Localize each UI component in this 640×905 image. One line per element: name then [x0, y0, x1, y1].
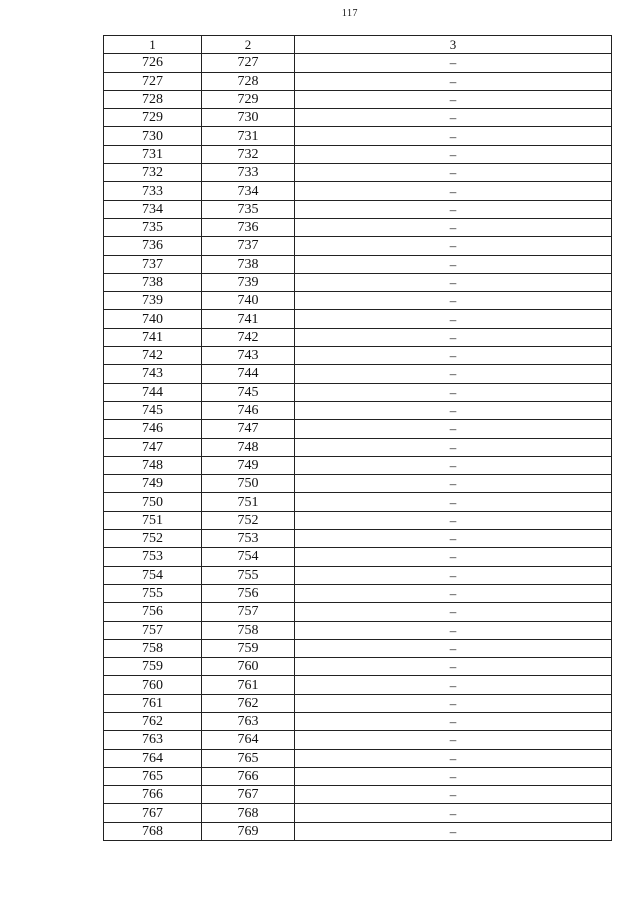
table-cell-col-2: 744 [202, 365, 295, 383]
table-cell-col-3: – [295, 420, 612, 438]
table-cell-col-3: – [295, 383, 612, 401]
table-row [104, 658, 612, 676]
table-cell-col-1: 747 [104, 438, 202, 456]
table-row [104, 621, 612, 639]
table-row [104, 401, 612, 419]
table-cell-col-3: – [295, 712, 612, 730]
column-header-3: 3 [295, 36, 612, 54]
table-cell-col-1: 743 [104, 365, 202, 383]
table-cell-col-3: – [295, 310, 612, 328]
table-row [104, 749, 612, 767]
table-cell-col-2: 761 [202, 676, 295, 694]
header-row [104, 36, 612, 54]
table-cell-col-2: 735 [202, 200, 295, 218]
table-cell-col-1: 763 [104, 731, 202, 749]
table-cell-col-2: 749 [202, 456, 295, 474]
table-row [104, 54, 612, 72]
column-header-1: 1 [104, 36, 202, 54]
table-cell-col-1: 741 [104, 328, 202, 346]
table-row [104, 255, 612, 273]
table-cell-col-3: – [295, 584, 612, 602]
table-cell-col-3: – [295, 54, 612, 72]
table-cell-col-3: – [295, 658, 612, 676]
table-cell-col-3: – [295, 548, 612, 566]
table-cell-col-2: 736 [202, 218, 295, 236]
table-row [104, 456, 612, 474]
table-cell-col-3: – [295, 273, 612, 291]
table-row [104, 164, 612, 182]
table-cell-col-2: 733 [202, 164, 295, 182]
table-cell-col-1: 739 [104, 292, 202, 310]
table-row [104, 639, 612, 657]
table-cell-col-3: – [295, 72, 612, 90]
table-cell-col-1: 756 [104, 603, 202, 621]
table-cell-col-2: 769 [202, 822, 295, 840]
column-header-2: 2 [202, 36, 295, 54]
table-cell-col-3: – [295, 200, 612, 218]
table-cell-col-3: – [295, 676, 612, 694]
table-cell-col-2: 742 [202, 328, 295, 346]
table-cell-col-3: – [295, 731, 612, 749]
table-cell-col-1: 744 [104, 383, 202, 401]
table-cell-col-2: 759 [202, 639, 295, 657]
table-row [104, 438, 612, 456]
table-cell-col-1: 768 [104, 822, 202, 840]
table-row [104, 694, 612, 712]
table-cell-col-2: 750 [202, 475, 295, 493]
table-cell-col-1: 765 [104, 767, 202, 785]
table-cell-col-3: – [295, 237, 612, 255]
table-cell-col-3: – [295, 493, 612, 511]
table-cell-col-3: – [295, 127, 612, 145]
table-cell-col-3: – [295, 804, 612, 822]
table-cell-col-1: 738 [104, 273, 202, 291]
table-cell-col-1: 740 [104, 310, 202, 328]
table-row [104, 383, 612, 401]
table-row [104, 347, 612, 365]
table-cell-col-3: – [295, 164, 612, 182]
table-cell-col-2: 753 [202, 530, 295, 548]
table-body [104, 54, 612, 841]
table-cell-col-1: 746 [104, 420, 202, 438]
table-cell-col-3: – [295, 182, 612, 200]
table-cell-col-1: 753 [104, 548, 202, 566]
table-row [104, 90, 612, 108]
table-cell-col-3: – [295, 401, 612, 419]
table-row [104, 566, 612, 584]
table-cell-col-2: 748 [202, 438, 295, 456]
table-cell-col-2: 739 [202, 273, 295, 291]
table-cell-col-3: – [295, 530, 612, 548]
table-cell-col-2: 740 [202, 292, 295, 310]
table-cell-col-1: 749 [104, 475, 202, 493]
table-row [104, 420, 612, 438]
table-cell-col-3: – [295, 639, 612, 657]
page-number: 117 [341, 8, 359, 19]
table-cell-col-2: 758 [202, 621, 295, 639]
table-cell-col-1: 733 [104, 182, 202, 200]
table-cell-col-1: 767 [104, 804, 202, 822]
table-cell-col-3: – [295, 292, 612, 310]
table-row [104, 365, 612, 383]
table-cell-col-2: 756 [202, 584, 295, 602]
table-cell-col-1: 764 [104, 749, 202, 767]
table-cell-col-1: 759 [104, 658, 202, 676]
table-cell-col-1: 736 [104, 237, 202, 255]
table-cell-col-2: 734 [202, 182, 295, 200]
table-cell-col-2: 746 [202, 401, 295, 419]
table-row [104, 475, 612, 493]
table-row [104, 145, 612, 163]
table-row [104, 493, 612, 511]
table-row [104, 72, 612, 90]
table-cell-col-3: – [295, 511, 612, 529]
table-cell-col-3: – [295, 255, 612, 273]
table-cell-col-1: 752 [104, 530, 202, 548]
table-cell-col-2: 762 [202, 694, 295, 712]
table-cell-col-2: 730 [202, 109, 295, 127]
table-cell-col-1: 751 [104, 511, 202, 529]
table-cell-col-2: 766 [202, 767, 295, 785]
table-row [104, 109, 612, 127]
table-cell-col-3: – [295, 694, 612, 712]
table-row [104, 218, 612, 236]
table-cell-col-3: – [295, 456, 612, 474]
table-cell-col-3: – [295, 786, 612, 804]
table-cell-col-2: 745 [202, 383, 295, 401]
table-cell-col-1: 726 [104, 54, 202, 72]
table-cell-col-3: – [295, 621, 612, 639]
table-row [104, 786, 612, 804]
table-cell-col-3: – [295, 566, 612, 584]
table-row [104, 603, 612, 621]
table-row [104, 676, 612, 694]
table-cell-col-3: – [295, 475, 612, 493]
table-row [104, 822, 612, 840]
table-cell-col-1: 754 [104, 566, 202, 584]
data-table-container [103, 35, 611, 841]
table-cell-col-1: 737 [104, 255, 202, 273]
table-row [104, 584, 612, 602]
table-cell-col-2: 760 [202, 658, 295, 676]
table-row [104, 310, 612, 328]
table-cell-col-1: 727 [104, 72, 202, 90]
table-cell-col-3: – [295, 328, 612, 346]
table-cell-col-1: 750 [104, 493, 202, 511]
table-row [104, 548, 612, 566]
table-row [104, 712, 612, 730]
table-row [104, 127, 612, 145]
table-cell-col-2: 768 [202, 804, 295, 822]
table-row [104, 200, 612, 218]
table-cell-col-1: 742 [104, 347, 202, 365]
table-cell-col-1: 729 [104, 109, 202, 127]
table-cell-col-2: 747 [202, 420, 295, 438]
table-cell-col-2: 738 [202, 255, 295, 273]
table-cell-col-2: 751 [202, 493, 295, 511]
table-row [104, 273, 612, 291]
table-cell-col-1: 730 [104, 127, 202, 145]
table-cell-col-2: 737 [202, 237, 295, 255]
table-cell-col-2: 755 [202, 566, 295, 584]
table-cell-col-1: 762 [104, 712, 202, 730]
table-row [104, 328, 612, 346]
table-header [104, 36, 612, 54]
table-cell-col-2: 767 [202, 786, 295, 804]
table-row [104, 804, 612, 822]
table-cell-col-3: – [295, 145, 612, 163]
table-cell-col-2: 765 [202, 749, 295, 767]
data-table [103, 35, 612, 841]
table-cell-col-3: – [295, 218, 612, 236]
table-cell-col-1: 748 [104, 456, 202, 474]
table-cell-col-2: 728 [202, 72, 295, 90]
table-cell-col-2: 763 [202, 712, 295, 730]
table-row [104, 731, 612, 749]
table-cell-col-2: 757 [202, 603, 295, 621]
table-cell-col-2: 741 [202, 310, 295, 328]
table-cell-col-2: 764 [202, 731, 295, 749]
table-cell-col-3: – [295, 90, 612, 108]
table-cell-col-3: – [295, 347, 612, 365]
table-cell-col-1: 761 [104, 694, 202, 712]
table-cell-col-1: 745 [104, 401, 202, 419]
table-cell-col-1: 731 [104, 145, 202, 163]
table-cell-col-1: 760 [104, 676, 202, 694]
table-row [104, 767, 612, 785]
table-cell-col-1: 766 [104, 786, 202, 804]
table-cell-col-3: – [295, 767, 612, 785]
table-cell-col-2: 727 [202, 54, 295, 72]
table-cell-col-2: 743 [202, 347, 295, 365]
table-cell-col-3: – [295, 365, 612, 383]
table-cell-col-3: – [295, 822, 612, 840]
table-cell-col-2: 731 [202, 127, 295, 145]
table-cell-col-3: – [295, 603, 612, 621]
table-cell-col-3: – [295, 438, 612, 456]
table-row [104, 237, 612, 255]
table-cell-col-3: – [295, 749, 612, 767]
table-row [104, 511, 612, 529]
table-cell-col-2: 732 [202, 145, 295, 163]
table-cell-col-1: 734 [104, 200, 202, 218]
table-cell-col-1: 758 [104, 639, 202, 657]
table-cell-col-3: – [295, 109, 612, 127]
table-cell-col-1: 735 [104, 218, 202, 236]
table-cell-col-1: 757 [104, 621, 202, 639]
table-cell-col-1: 755 [104, 584, 202, 602]
table-row [104, 182, 612, 200]
table-cell-col-2: 752 [202, 511, 295, 529]
table-row [104, 292, 612, 310]
table-cell-col-1: 728 [104, 90, 202, 108]
table-cell-col-2: 729 [202, 90, 295, 108]
table-cell-col-1: 732 [104, 164, 202, 182]
table-cell-col-2: 754 [202, 548, 295, 566]
table-row [104, 530, 612, 548]
